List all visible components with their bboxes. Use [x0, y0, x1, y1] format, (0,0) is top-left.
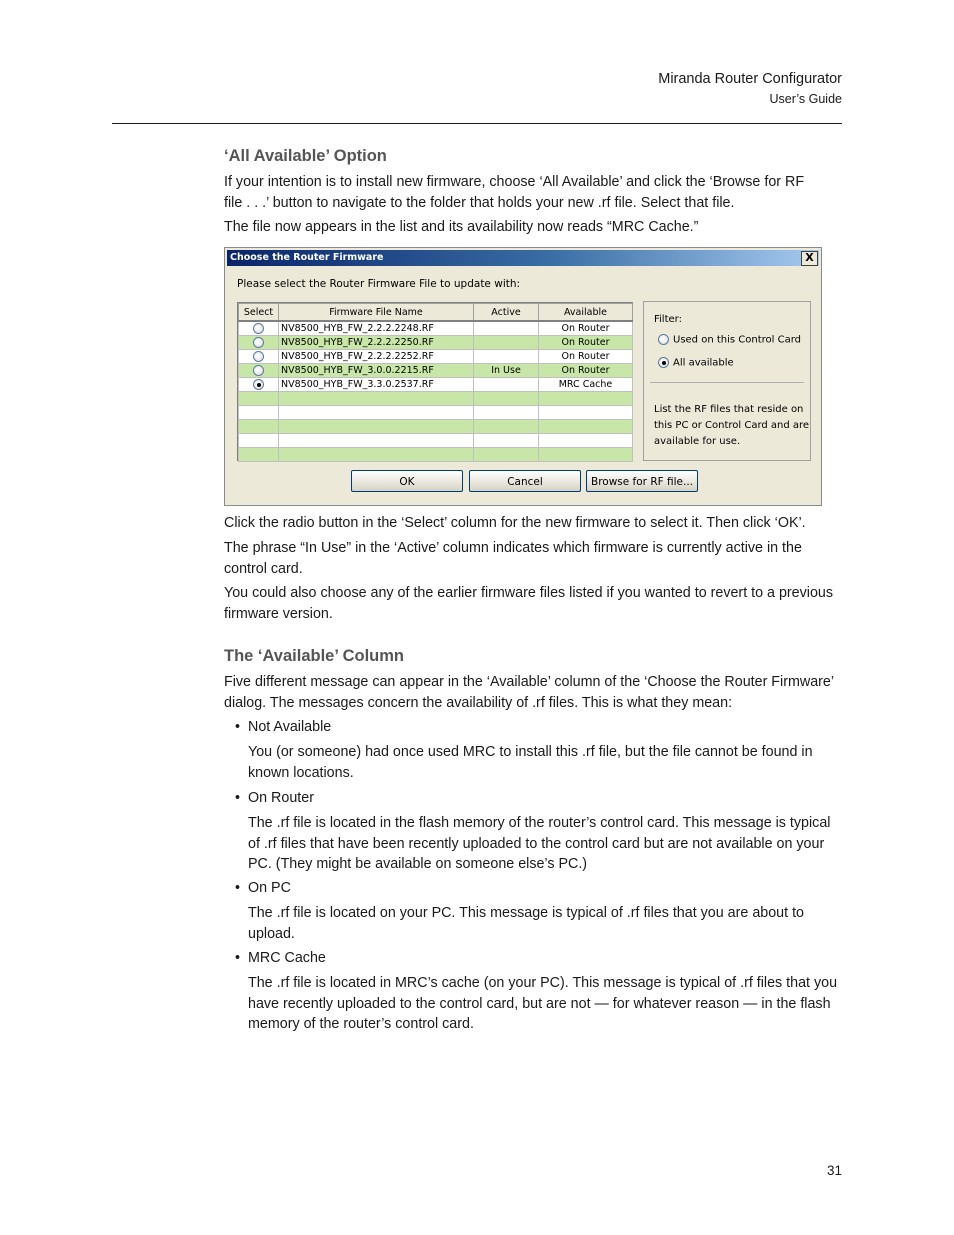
column-header-file-name[interactable]: Firmware File Name [279, 304, 474, 322]
radio-button[interactable] [253, 365, 264, 376]
available-cell: On Router [539, 336, 633, 350]
intro-line-2: dialog. The messages concern the availability of .rf files. This is what they mean: [224, 694, 733, 711]
active-cell [474, 321, 539, 336]
bullet-term: Not Available [248, 719, 332, 735]
empty-row [239, 392, 633, 406]
radio-button-selected[interactable] [253, 379, 264, 390]
filter-option-label: All available [673, 357, 734, 369]
browse-rf-file-button[interactable]: Browse for RF file... [586, 470, 698, 492]
active-cell [474, 350, 539, 364]
paragraph-1-line-1: If your intention is to install new firmware, choose ‘All Available’ and click the ‘Browse for RF [224, 174, 805, 190]
active-cell [474, 336, 539, 350]
paragraph-5-line-2: firmware version. [224, 605, 333, 622]
bullet-description [248, 903, 842, 944]
filter-option-all-available[interactable] [658, 357, 734, 369]
filter-group [643, 301, 811, 461]
paragraph-4-line-1: The phrase “In Use” in the ‘Active’ column indicates which firmware is currently active in the [224, 540, 802, 556]
active-cell: In Use [474, 364, 539, 378]
available-cell: MRC Cache [539, 378, 633, 392]
bullet-description [248, 813, 842, 875]
select-cell [239, 321, 279, 336]
filter-label: Filter: [654, 314, 682, 325]
section-heading-available-column: The ‘Available’ Column [224, 647, 405, 665]
description-line: have recently uploaded to the control card, but are not — for whatever reason — in the flash [248, 995, 831, 1012]
file-name-cell: NV8500_HYB_FW_3.3.0.2537.RF [279, 378, 474, 392]
close-icon[interactable]: X [801, 251, 818, 266]
filter-divider [650, 382, 804, 383]
dialog-prompt: Please select the Router Firmware File to update with: [237, 278, 521, 290]
choose-router-firmware-dialog [224, 247, 822, 506]
bullet-glyph: • [235, 950, 241, 966]
firmware-table [237, 302, 633, 461]
bullet-on-router [235, 788, 314, 809]
radio-button[interactable] [253, 323, 264, 334]
description-line: The .rf file is located in the flash memory of the router’s control card. This message is typical [248, 815, 831, 831]
paragraph-1-line-2: file . . .’ button to navigate to the folder that holds your new .rf file. Select that file. [224, 194, 735, 211]
paragraph-5 [224, 583, 842, 624]
dialog-titlebar [227, 250, 819, 266]
file-name-cell: NV8500_HYB_FW_2.2.2.2252.RF [279, 350, 474, 364]
section-2-intro [224, 672, 842, 713]
bullet-on-pc [235, 878, 291, 899]
cancel-button[interactable]: Cancel [469, 470, 581, 492]
bullet-glyph: • [235, 790, 241, 806]
running-header-title: Miranda Router Configurator [658, 71, 842, 87]
description-line: of .rf files that have been recently uploaded to the control card but are not available on your [248, 835, 825, 852]
paragraph-3: Click the radio button in the ‘Select’ column for the new firmware to select it. Then click ‘OK’. [224, 515, 806, 531]
empty-row [239, 448, 633, 462]
dialog-title: Choose the Router Firmware [230, 252, 384, 263]
column-header-active[interactable]: Active [474, 304, 539, 322]
running-header-subtitle: User’s Guide [769, 92, 842, 106]
description-line: You (or someone) had once used MRC to install this .rf file, but the file cannot be found in [248, 744, 813, 760]
table-row[interactable] [239, 336, 633, 350]
column-header-available[interactable]: Available [539, 304, 633, 322]
empty-row [239, 434, 633, 448]
filter-option-used-on-card[interactable] [658, 334, 801, 346]
radio-button[interactable] [658, 334, 669, 345]
bullet-description [248, 742, 842, 783]
paragraph-4-line-2: control card. [224, 560, 303, 577]
paragraph-2: The file now appears in the list and its availability now reads “MRC Cache.” [224, 219, 699, 235]
filter-option-label: Used on this Control Card [673, 334, 801, 346]
active-cell [474, 378, 539, 392]
bullet-description [248, 973, 842, 1035]
radio-button-selected[interactable] [658, 357, 669, 368]
select-cell [239, 336, 279, 350]
empty-row [239, 420, 633, 434]
table-row[interactable] [239, 321, 633, 336]
bullet-term: MRC Cache [248, 950, 326, 966]
available-cell: On Router [539, 321, 633, 336]
bullet-term: On Router [248, 790, 314, 806]
description-line: upload. [248, 925, 295, 942]
bullet-mrc-cache [235, 948, 326, 969]
file-name-cell: NV8500_HYB_FW_2.2.2.2248.RF [279, 321, 474, 336]
section-heading-all-available: ‘All Available’ Option [224, 147, 387, 165]
header-rule [112, 123, 842, 124]
filter-description: List the RF files that reside on this PC or Control Card and are available for use. [654, 404, 810, 447]
bullet-glyph: • [235, 719, 241, 735]
description-line: known locations. [248, 764, 354, 781]
column-header-select[interactable]: Select [239, 304, 279, 322]
description-line: memory of the router’s control card. [248, 1016, 474, 1032]
available-cell: On Router [539, 364, 633, 378]
description-line: PC. (They might be available on someone else’s PC.) [248, 856, 588, 872]
select-cell [239, 378, 279, 392]
file-name-cell: NV8500_HYB_FW_3.0.0.2215.RF [279, 364, 474, 378]
select-cell [239, 350, 279, 364]
page-number: 31 [826, 1163, 842, 1178]
radio-button[interactable] [253, 351, 264, 362]
file-name-cell: NV8500_HYB_FW_2.2.2.2250.RF [279, 336, 474, 350]
bullet-not-available [235, 717, 332, 738]
description-line: The .rf file is located on your PC. This message is typical of .rf files that you are about to [248, 905, 804, 921]
table-row[interactable] [239, 364, 633, 378]
paragraph-5-line-1: You could also choose any of the earlier firmware files listed if you wanted to revert to a previous [224, 585, 833, 601]
ok-button[interactable]: OK [351, 470, 463, 492]
table-row[interactable] [239, 350, 633, 364]
radio-button[interactable] [253, 337, 264, 348]
bullet-glyph: • [235, 880, 241, 896]
available-cell: On Router [539, 350, 633, 364]
table-row[interactable] [239, 378, 633, 392]
select-cell [239, 364, 279, 378]
paragraph-4 [224, 538, 842, 579]
bullet-term: On PC [248, 880, 291, 896]
description-line: The .rf file is located in MRC’s cache (on your PC). This message is typical of .rf files that you [248, 975, 838, 991]
intro-line-1: Five different message can appear in the ‘Available’ column of the ‘Choose the Router Firmware’ [224, 674, 835, 690]
empty-row [239, 406, 633, 420]
paragraph-1 [224, 172, 842, 213]
